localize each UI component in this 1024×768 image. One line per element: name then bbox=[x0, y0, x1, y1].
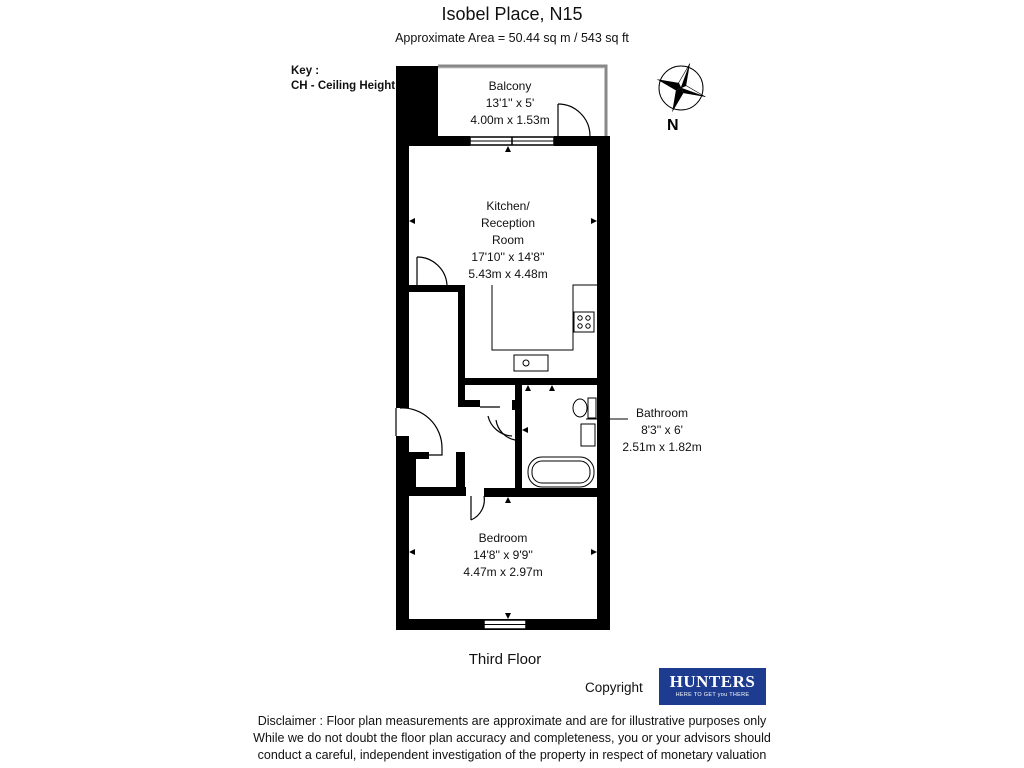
bathroom-metric: 2.51m x 1.82m bbox=[622, 440, 702, 454]
key-ceiling-height: CH - Ceiling Height bbox=[291, 80, 396, 92]
disclaimer-line-3: conduct a careful, independent investigation of the property in respect of monetary valuation bbox=[257, 748, 767, 762]
copyright-label: Copyright bbox=[585, 680, 643, 695]
bedroom-imperial: 14'8'' x 9'9'' bbox=[473, 548, 533, 562]
bathroom-fixtures bbox=[528, 398, 596, 487]
compass-icon bbox=[648, 55, 715, 122]
floor-label: Third Floor bbox=[468, 651, 542, 668]
bedroom-name: Bedroom bbox=[478, 531, 528, 545]
kitchen-imperial: 17'10'' x 14'8'' bbox=[471, 250, 545, 264]
kitchen-metric: 5.43m x 4.48m bbox=[468, 267, 548, 281]
balcony-imperial: 13'1'' x 5' bbox=[485, 96, 535, 110]
kitchen-name-1: Kitchen/ bbox=[486, 199, 530, 213]
key-heading: Key : bbox=[291, 65, 320, 77]
brand-tagline: HERE TO GET you THERE bbox=[675, 692, 750, 698]
plan-title: Isobel Place, N15 bbox=[441, 4, 583, 24]
disclaimer bbox=[0, 713, 1024, 764]
disclaimer-line-2: While we do not doubt the floor plan accuracy and completeness, you or your advisors should bbox=[253, 731, 771, 745]
kitchen-name-2: Reception bbox=[480, 216, 536, 230]
bedroom-metric: 4.47m x 2.97m bbox=[463, 565, 543, 579]
hunters-logo bbox=[659, 668, 766, 705]
compass-north-label: N bbox=[667, 117, 679, 134]
kitchen-name-3: Room bbox=[491, 233, 525, 247]
kitchen-units bbox=[492, 285, 597, 371]
bathroom-imperial: 8'3'' x 6' bbox=[641, 423, 683, 437]
bathroom-name: Bathroom bbox=[635, 406, 689, 420]
disclaimer-line-1: Disclaimer : Floor plan measurements are approximate and are for illustrative purposes only bbox=[257, 714, 767, 728]
balcony-metric: 4.00m x 1.53m bbox=[470, 113, 550, 127]
walls bbox=[396, 66, 610, 630]
balcony-name: Balcony bbox=[488, 79, 532, 93]
room-labels bbox=[463, 79, 701, 579]
approximate-area: Approximate Area = 50.44 sq m / 543 sq ft bbox=[395, 31, 629, 45]
brand-name: HUNTERS bbox=[669, 672, 756, 691]
